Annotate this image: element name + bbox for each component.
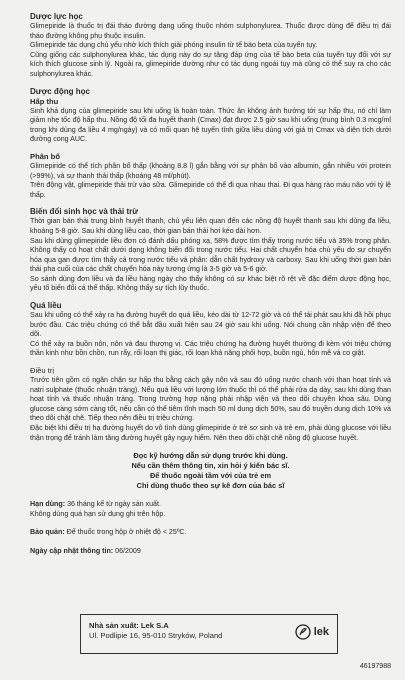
update-date-label: Ngày cập nhật thông tin: <box>30 546 114 555</box>
lek-logo-icon <box>295 624 311 640</box>
paragraph: So sánh dùng đơn liều và đa liều hàng ngày cho thấy không có sự khác biệt rõ rệt về đặc điểm dược động học, yếu tố biến đổi cá thể thấp. Không thấy sự tích lũy thuốc. <box>30 274 391 293</box>
section-title: Dược động học <box>30 86 90 96</box>
notice-line: Để thuốc ngoài tầm với của trẻ em <box>149 471 272 481</box>
document-code: 46197988 <box>359 663 391 670</box>
manufacturer-name: Lek S.A <box>140 621 169 630</box>
paragraph: Cũng giống các sulphonylurea khác, tác dụng này do sự tăng đáp ứng của tế bào beta của tuyến tụy đối với sự kích thích glucose sinh lý. Ngoài ra, glimepiride dường như có tác dụng ngoài tụy mà cũng có thể suy ra cho các sulphonylurea khác. <box>30 50 391 78</box>
update-date <box>30 547 391 557</box>
logo-text: lek <box>313 626 329 638</box>
paragraph: Glimepiride có thể tích phân bố thấp (khoảng 8.8 l) gắn bằng với sự phân bố vào albumin, gắn nhiều với protein (>99%), và sự thanh thải thấp (khoảng 48 ml/phút). <box>30 161 391 180</box>
manufacturer-label: Nhà sản xuất: <box>89 621 139 630</box>
shelf-life <box>30 500 391 519</box>
manufacturer-address: Ul. Podlipie 16, 95-010 Stryków, Poland <box>89 631 223 640</box>
paragraph: Sau khi uống có thể xảy ra hạ đường huyết do quá liều, kéo dài từ 12-72 giờ và có thể tái phát sau khi đã hồi phục bước đầu. Các triệu chứng có thể bắt đầu xuất hiện sau 24 giờ sau khi uống. Nói chung cần nhập viện để theo dõi. <box>30 311 391 339</box>
shelf-life-value: 36 tháng kể từ ngày sản xuất. <box>67 500 161 509</box>
storage <box>30 528 391 538</box>
section-overdose <box>30 301 391 443</box>
warning-notice <box>76 451 346 491</box>
update-date-value: 06/2009 <box>115 546 141 555</box>
section-pharmacokinetics <box>30 87 391 201</box>
subsection-title: Phân bố <box>30 151 60 161</box>
paragraph: Trên động vật, glimepiride thải trừ vào sữa. Glimepiride có thể đi qua nhau thai. Đi qua hàng rào máu não với tỷ lệ thấp. <box>30 181 391 199</box>
paragraph: Có thể xảy ra buồn nôn, nôn và đau thượng vị. Các triệu chứng hạ đường huyết thường đi kèm với triệu chứng thần kinh như bồn chồn, run rẩy, rối loạn thị giác, rối loạn khả năng phối hợp, buồn ngủ, hôn mê và co giật. <box>30 339 391 358</box>
notice-line: Chỉ dùng thuốc theo sự kê đơn của bác sĩ <box>136 481 285 491</box>
paragraph: Thời gian bán thải trung bình huyết thanh, chủ yếu liên quan đến các nồng độ huyết thanh sau khi dùng đa liều, khoảng 5-8 giờ. Sau khi dùng liều cao, thời gian bán thải hơi kéo dài hơn. <box>30 217 391 235</box>
paragraph: Đặc biệt khi điều trị hạ đường huyết do vô tình dùng glimepiride ở trẻ sơ sinh và trẻ em, phải dùng glucose với liều thận trọng để tránh làm tăng đường huyết gây nguy hiểm. Nên theo dõi chặt chẽ nồng độ glucose huyết. <box>30 424 391 442</box>
shelf-life-label: Hạn dùng: <box>30 500 66 509</box>
section-title: Dược lực học <box>30 12 83 21</box>
subsection-title: Hấp thu <box>30 96 59 106</box>
paragraph: Glimepiride tác dụng chủ yếu nhờ kích thích giải phóng insulin từ tế bào beta của tuyến tụy. <box>30 41 318 50</box>
paragraph: Sau khi dùng glimepiride liều đơn có đánh dấu phóng xạ, 58% được tìm thấy trong nước tiểu và 35% trong phân. Không thấy có hoạt chất dưới dạng không biến đổi trong nước tiểu. Hai chất chuyển hóa chủ yếu do sự chuyển hóa qua gan được tìm thấy cả trong nước tiểu và phân: dẫn chất hydroxy và carboxy. Sau khi uống thời gian bán thải pha cuối của các chất chuyển hóa này tương ứng là 3-5 giờ và 5-6 giờ. <box>30 236 391 274</box>
section-title: Quá liều <box>30 301 62 311</box>
manufacturer-box <box>80 614 338 654</box>
subsection-title: Điều trị <box>30 366 55 376</box>
section-title: Biến đổi sinh học và thải trừ <box>30 207 139 217</box>
section-biotransformation <box>30 207 391 294</box>
section-pharmacodynamics <box>30 12 391 80</box>
paragraph: Sinh khả dụng của glimepiride sau khi uống là hoàn toàn. Thức ăn không ảnh hưởng tới sự hấp thu, nó chỉ làm giảm nhẹ tốc độ hấp thu. Nồng độ tối đa huyết thanh (Cmax) đạt được 2.5 giờ sau khi uống (trung bình 0.3 mcg/ml trong khi dùng đa liều 4 mg/ngày) và có mối quan hệ tuyến tính giữa liều dùng với giá trị Cmax và diện tích dưới đường cong AUC. <box>30 106 391 144</box>
lek-logo <box>295 624 329 640</box>
paragraph: Trước tiên gồm có ngăn chặn sự hấp thu bằng cách gây nôn và sau đó uống nước chanh với than hoạt tính và natri sulphate (thuốc nhuận tràng). Nếu quá liều với lượng lớn thuốc thì có thể phải rửa dạ dày, sau khi dùng than hoạt tính và thuốc nhuận tràng. Trong trường hợp nặng phải nhập viện và theo dõi chuyên khoa sâu. Dùng glucose càng sớm càng tốt, nếu cần có thể tiêm tĩnh mạch 50 ml dung dịch 50%, sau đó truyền dung dịch 10% và theo dõi chặt chẽ. Tiếp theo nên điều trị triệu chứng. <box>30 376 391 423</box>
storage-label: Bảo quản: <box>30 528 65 537</box>
paragraph: Glimepiride là thuốc trị đái tháo đường dạng uống thuộc nhóm sulphonylurea. Thuốc được dùng để điều trị đái tháo đường không phụ thuộc insulin. <box>30 22 391 40</box>
notice-line: Nếu cần thêm thông tin, xin hỏi ý kiến bác sĩ. <box>131 461 290 471</box>
storage-value: Để thuốc trong hộp ở nhiệt độ < 25ºC. <box>66 528 187 537</box>
shelf-life-note: Không dùng quá hạn sử dụng ghi trên hộp. <box>30 509 166 518</box>
notice-line: Đọc kỹ hướng dẫn sử dụng trước khi dùng. <box>133 451 288 461</box>
